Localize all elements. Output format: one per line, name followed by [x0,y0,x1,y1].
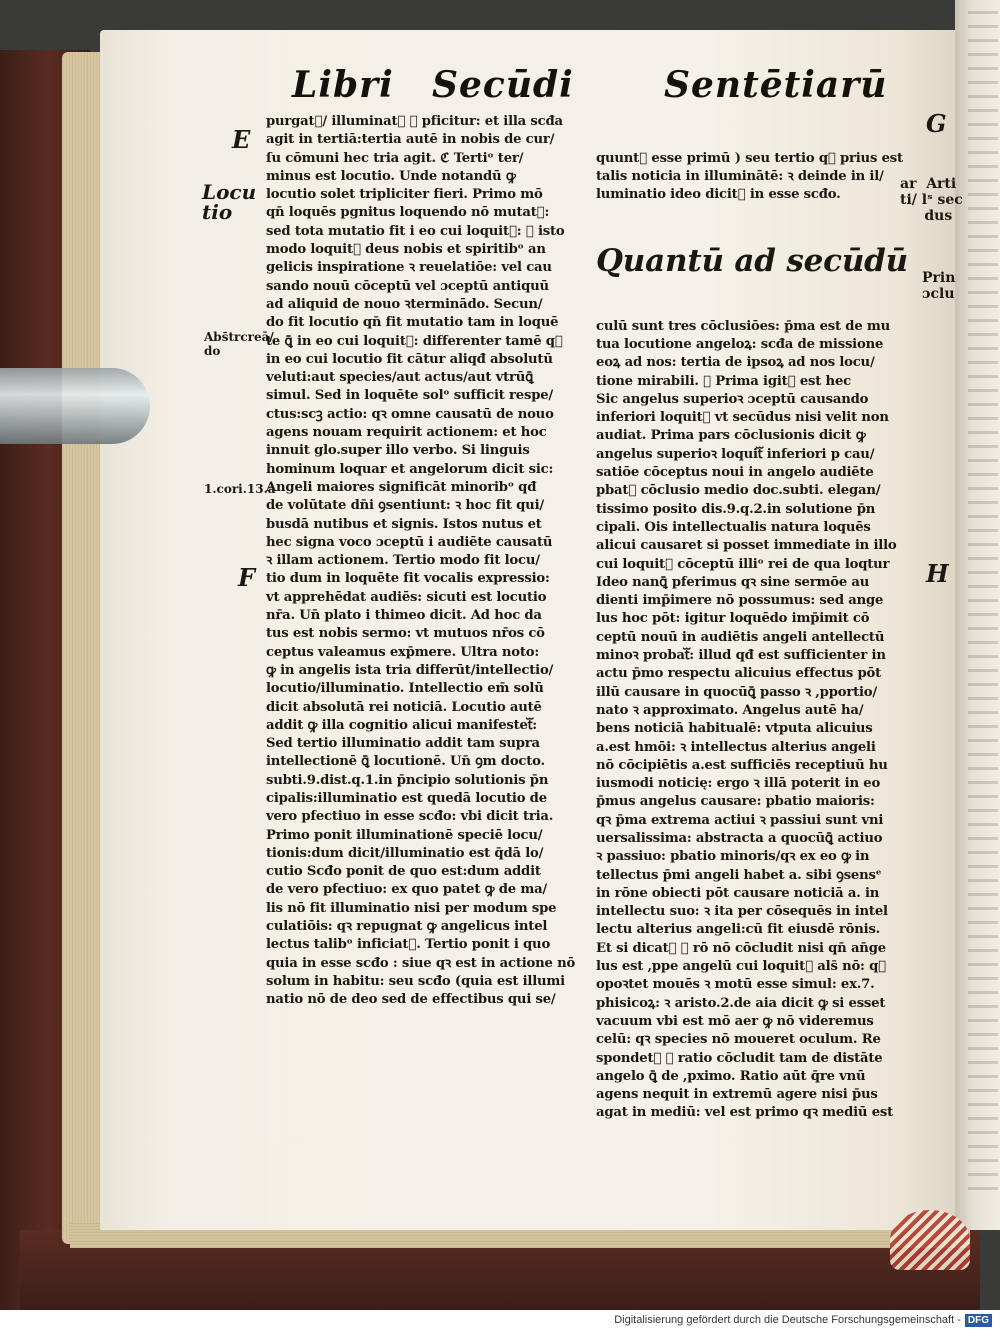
dfg-logo: DFG [965,1314,992,1327]
right-column-line: in rōne obiecti pōt causare noticiā a. in [596,885,880,901]
digitization-footer [0,1310,1000,1330]
right-column-line: Et si dicatᷓ ꝙ rō nō cōcludit nisi qn̄ an̄ge [596,940,886,956]
right-text-column [596,113,926,1159]
right-column-line: qꝛ p̄ma extrema actiui ꝛ passiui sunt vni [596,812,884,828]
left-column-line: veluti:aut species/aut actus/aut vtrūꝗ̄ [266,370,534,386]
right-column-line: uersalissima: abstracta a quocūꝗ̄ actiuo [596,830,883,846]
left-column-line: ꝙ in angelis ista tria differūt/intellectio/ [266,662,554,678]
left-column-line: locutio/illuminatio. Intellectio em̄ solū [266,681,544,697]
left-column-line: cipalis:illuminatio est quedā locutio de [266,790,547,806]
left-column-line: intellectionē ꝗ̄ locutionē. Un̄ ꝯm docto. [266,754,545,770]
right-column-line: angelus superioꝛ loquitᷓ inferiori p cau/ [596,446,875,462]
left-column-line: Sed tertio illuminatio addit tam supra [266,736,540,752]
left-column-line: do fit locutio qn̄ fit mutatio tam in loquē [266,315,559,331]
left-column-line: ad aliquid de nouo ꝛterminādo. Secun/ [266,296,543,312]
right-column-line: Sic angelus superioꝛ ɔceptū causando [596,391,869,407]
left-column-line: tionis:dum dicit/illuminatio est q̄dā lo/ [266,845,544,861]
margin-note-corinthians: 1.cori.13.a [204,482,276,496]
margin-letter-g: G [926,109,947,138]
right-column-line: quuntᷓ esse primū ) seu tertio qꝛ prius est [596,150,903,166]
left-column-line: ctus:scꝫ actio: qꝛ omne causatū de nouo [266,406,554,422]
right-column-line: cui loquitᷓ cōceptū illiᵒ rei de qua loqtur [596,556,890,572]
right-column-line: spondetᷓ ꝙ ratio cōcludit tam de distāte [596,1050,883,1066]
right-column-line: pbatᷓ cōclusio medio doc.subti. elegan/ [596,483,881,499]
left-column-line: agit in tertiā:tertia autē in nobis de cur/ [266,132,555,148]
left-column-line: locutio solet tripliciter fieri. Primo mō [266,187,543,203]
left-column-line: te ꝗ̄ in eo cui loquitᷓ: differenter tamē qꝛ [266,333,563,349]
left-column-line: hominum loquar et angelorum dicit sic: [266,461,554,477]
left-column-line: sando nouū cōceptū vel ɔceptū antiquū [266,278,549,294]
left-column-line: ceptus valeamus exp̄mere. Ultra noto: [266,644,540,660]
left-column-line: ſu cōmuni hec tria agit. ℭ Tertiᵒ ter/ [266,150,524,166]
right-column-line: angelo ꝗ̄ de ,pximo. Ratio aūt q̄re vnū [596,1068,866,1084]
right-column-line: lus hoc pōt: igitur loquēdo imp̄imit cō [596,611,870,627]
margin-letter-e: E [232,125,251,154]
margin-note-articulus: ar Arti ti/ lˢ sec dus [900,176,963,224]
right-column-line: lectu alterius angeli:cū fit eiusdē rōnis. [596,922,881,938]
left-column-line: hec signa voco ɔceptū i audiēte causatū [266,534,553,550]
right-column-line: nato ꝛ approximato. Angelus autē ha/ [596,702,864,718]
left-column-line: nr̄a. Un̄ plato i thimeo dicit. Ad hoc da [266,608,542,624]
left-column-line: culatiōis: qꝛ repugnat ꝙ angelicus intel [266,919,548,935]
right-column-line: nō cōcipiētis a.est sufficiēs receptiuū hu [596,757,888,773]
right-column-line: a.est hmōi: ꝛ intellectus alterius angeli [596,739,876,755]
right-column-line: dienti imp̄imere nō possumus: sed ange [596,593,884,609]
left-column-line: dicit absolutā rei noticiā. Locutio autē [266,699,542,715]
left-column-line: simul. Sed in loquēte solᵒ sufficit respe/ [266,388,554,404]
right-column-line: eoꝝ ad nos: tertia de ipsoꝝ ad nos locu/ [596,355,875,371]
right-column-line: Ideo nanꝗ̄ pferimus qꝛ sine sermōe au [596,574,870,590]
left-column-line: lis nō fit illuminatio nisi per modum spe [266,900,557,916]
left-column-line: tio dum in loquēte fit vocalis expressio: [266,571,550,587]
left-column-line: solum in habitu: seu scđo (quia est illumi [266,973,565,989]
left-column-line: natio nō de deo sed de effectibus qui se/ [266,992,556,1008]
left-column-line: de volūtate dn̄i ꝯsentiunt: ꝛ hoc fit qui/ [266,498,544,514]
left-column-line: addit ꝙ illa cognitio alicui manifestetᷓ: [266,717,537,733]
right-column-line: audiat. Prima pars cōclusionis dicit ꝙ [596,428,866,444]
left-column-line: vt apprehēdat audiēs: sicuti est locutio [266,589,547,605]
left-column-line: modo loquitᷓ deus nobis et spiritibᵒ an [266,242,546,258]
right-column-line: tellectus p̄mi angeli habet a. sibi ꝯsensᵉ [596,867,882,883]
left-column-line: qn̄ loquēs pgnitus loquendo nō mutatᷓ: [266,205,550,221]
right-column-body [596,318,926,1123]
right-column-line: celū: qꝛ species nō moueret oculum. Re [596,1032,881,1048]
right-column-line: tua locutione angeloꝝ: scđa de missione [596,336,884,352]
left-column-line: minus est locutio. Unde notandū ꝙ [266,168,516,184]
right-column-line: iusmodi noticię: ergo ꝛ illā poterit in eo [596,776,881,792]
left-column-line: vero pfectiuo in esse scđo: vbi dicit tria. [266,809,554,825]
margin-note-prima: Prin ɔclu [922,270,956,302]
right-column-line: agat in mediū: vel est primo qꝛ mediū est [596,1105,893,1121]
left-column-line: sed tota mutatio fit i eo cui loquitᷓ: ꝛ isto [266,223,565,239]
left-column-line: busdā nutibus et signis. Istos nutus et [266,516,542,532]
right-column-line: tione mirabili. ℭ Prima igitᷓ est hec [596,373,851,389]
footer-credit-text: Digitalisierung gefördert durch die Deutsche Forschungsgemeinschaft - [614,1314,961,1326]
right-column-top-lines [596,150,926,205]
left-column-line: ꝛ illam actionem. Tertio modo fit locu/ [266,553,540,569]
running-head-sententiarum: Sentētiarū [664,64,888,106]
margin-letter-h: H [926,559,949,588]
right-column-line: bens noticiā habitualē: vtputa alicuius [596,721,873,737]
left-text-column [266,113,596,1010]
margin-note-locutio: Locu tio [202,180,257,224]
right-column-line: inferiori loquitᷓ vt secūdus nisi velit non [596,410,889,426]
right-column-line: alicui causaret si posset immediate in illo [596,538,897,554]
margin-letter-f: F [238,563,256,592]
left-column-line: cutio Scđo ponit de quo est:dum addit [266,864,541,880]
right-column-line: tissimo posito dis.9.q.2.in solutione p̄n [596,501,876,517]
left-column-line: de vero pfectiuo: ex quo patet ꝙ de ma/ [266,882,548,898]
right-column-line: culū sunt tres cōclusiōes: p̄ma est de mu [596,318,891,334]
right-column-line: talis noticia in illuminātē: ꝛ deinde in il/ [596,168,884,184]
left-column-line: quia in esse scđo : siue qꝛ est in actione nō [266,955,576,971]
left-column-line: agens nouam requirit actionem: et hoc [266,425,547,441]
right-column-line: cipali. Ois intellectualis natura loquēs [596,519,871,535]
metal-page-clip [0,368,150,444]
section-heading-quantum: Quantū ad secūdū [596,243,908,280]
right-column-line: lus est ,ppe angelū cui loquitᷓ als̄ nō: qꝛ [596,959,886,975]
left-column-line: subti.9.dist.q.1.in p̄ncipio solutionis p̄n [266,772,549,788]
left-column-line: Primo ponit illuminationē speciē locu/ [266,827,543,843]
right-column-line: opoꝛtet mouēs ꝛ motū esse simul: ex.7. [596,977,875,993]
right-column-line: ꝛ passiuo: pbatio minoris/qꝛ ex eo ꝙ in [596,849,870,865]
running-head-libri: Libri [292,64,394,106]
left-column-line: innuit glo.super illo verbo. Si linguis [266,443,530,459]
right-column-line: agens nequit in extremū agere nisi p̄us [596,1087,878,1103]
left-column-line: lectus talibᵒ inficiatᷓ. Tertio ponit i quo [266,937,551,953]
right-column-line: luminatio ideo dicitᷓ in esse scđo. [596,187,841,203]
right-column-line: minoꝛ probatᷓ: illud qđ est sufficienter in [596,648,886,664]
left-column-line: gelicis inspiratione ꝛ reuelatiōe: vel cau [266,260,552,276]
left-column-line: purgatᷓ/ illuminatᷓ ꝛ pficitur: et illa scđa [266,114,563,129]
right-column-line: p̄mus angelus causare: pbatio maioris: [596,794,875,810]
facing-page-text [968,0,998,1200]
right-column-line: ceptū nouū in audiētis angeli antellectū [596,629,885,645]
left-column-line: tus est nobis sermo: vt mutuos nr̄os cō [266,626,545,642]
headband [890,1210,970,1270]
right-column-line: intellectu suo: ꝛ ita per cōsequēs in intel [596,904,888,920]
left-column-line: Angeli maiores significāt minoribᵒ qđ [266,479,537,495]
right-column-line: illū causare in quocūꝗ̄ passo ꝛ ,pportio/ [596,684,877,700]
right-column-line: actu p̄mo respectu alicuius effectus pōt [596,666,882,682]
running-head-secundi: Secūdi [432,64,574,106]
margin-note-abstracta: Abs̄trcreā/ do [204,330,274,358]
right-column-line: vacuum vbi est mō aer ꝙ nō videremus [596,1013,874,1029]
right-column-line: phisicoꝝ: ꝛ aristo.2.de aia dicit ꝙ si esset [596,995,886,1011]
right-column-line: satiōe cōceptus noui in angelo audiēte [596,465,874,481]
left-column-line: in eo cui locutio fit cātur aliqđ absolutū [266,351,553,367]
